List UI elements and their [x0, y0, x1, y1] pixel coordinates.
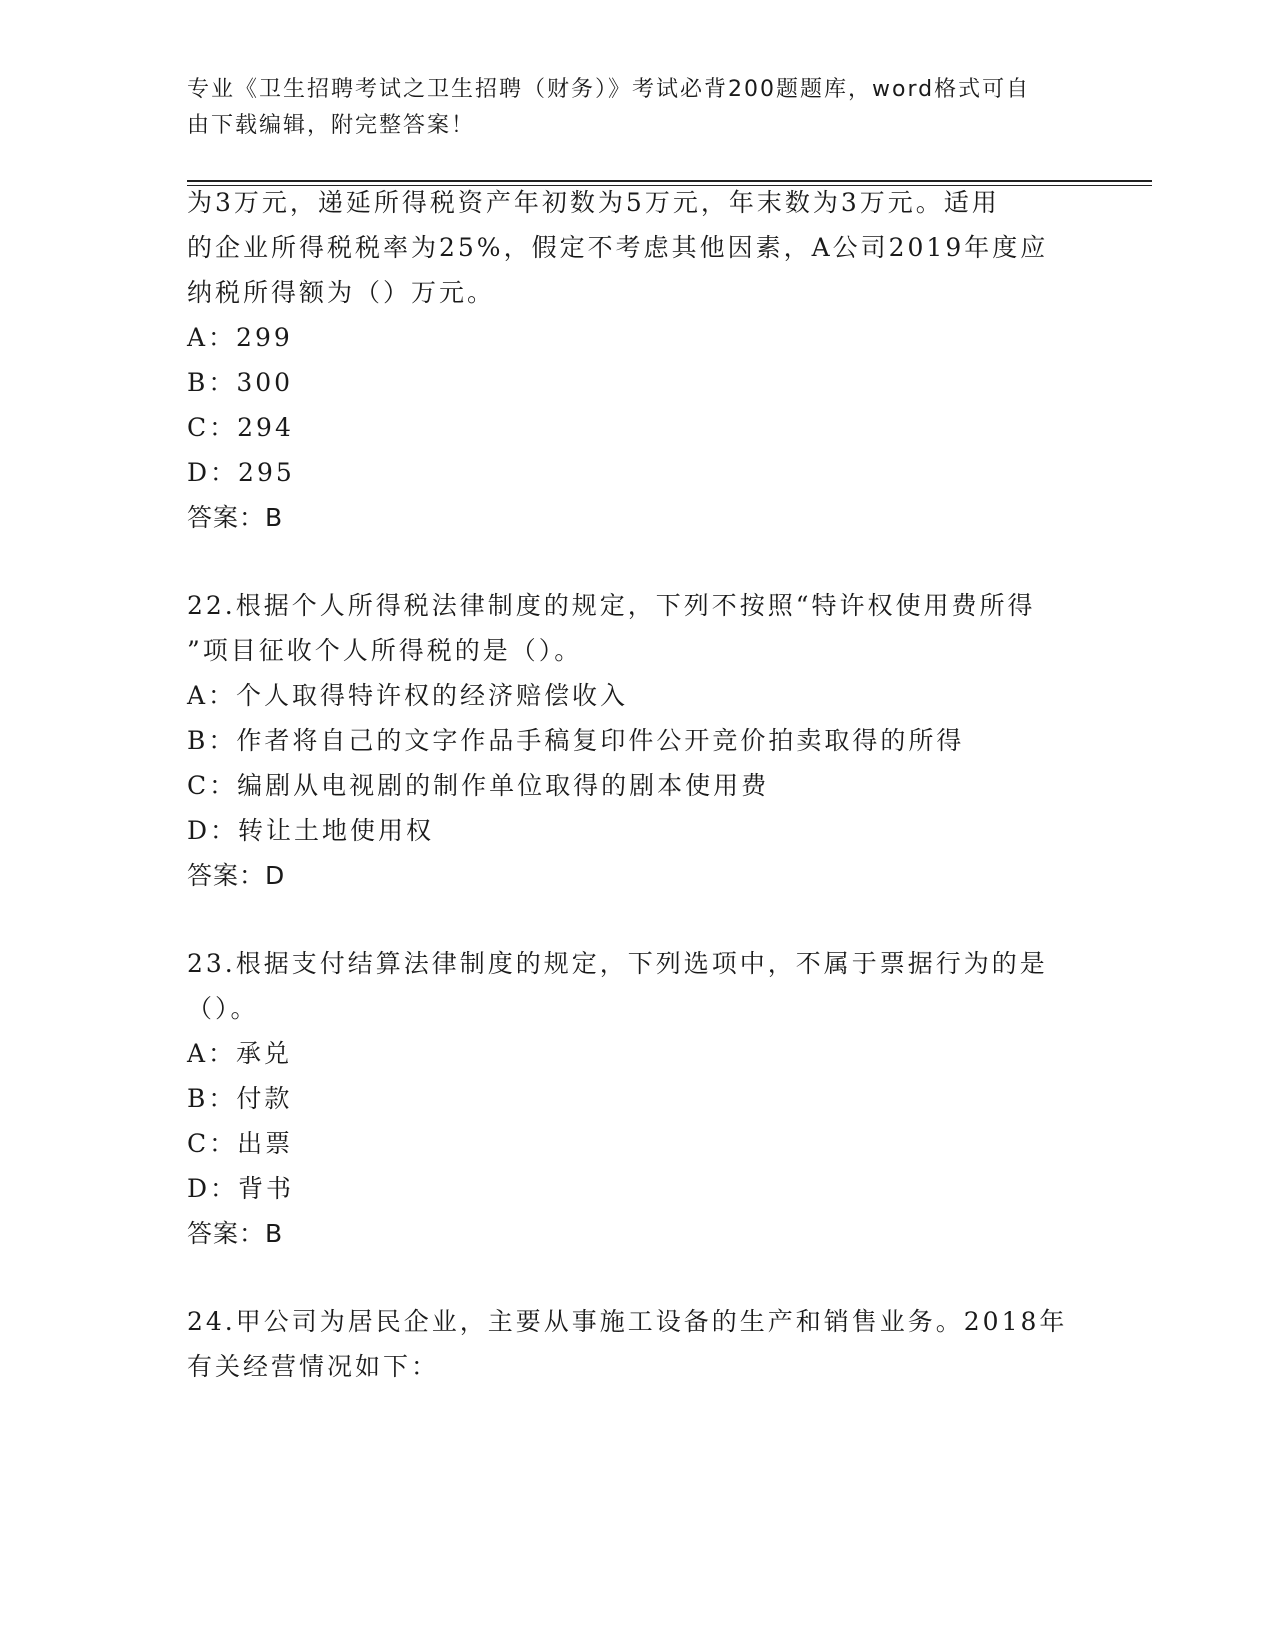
header-line-1: 专业《卫生招聘考试之卫生招聘（财务）》考试必背200题题库，word格式可自	[187, 77, 1031, 102]
question-24	[187, 1299, 1087, 1389]
answer: 答案：B	[187, 1219, 284, 1248]
option-d: D：295	[187, 458, 295, 487]
spacer	[187, 540, 1087, 583]
option-b: B：300	[187, 368, 294, 397]
question-text-line: 24.甲公司为居民企业，主要从事施工设备的生产和销售业务。2018年	[187, 1307, 1068, 1336]
option-b: B：付款	[187, 1084, 293, 1113]
question-list	[187, 180, 1087, 1389]
question-text-line: ”项目征收个人所得税的是（）。	[187, 636, 583, 665]
answer: 答案：D	[187, 861, 286, 890]
question-text-line: 的企业所得税税率为25%，假定不考虑其他因素，A公司2019年度应	[187, 233, 1049, 262]
question-21	[187, 180, 1087, 540]
header-line-2: 由下载编辑，附完整答案！	[187, 113, 476, 138]
spacer	[187, 1256, 1087, 1299]
question-text-line: 有关经营情况如下：	[187, 1352, 440, 1381]
option-c: C：出票	[187, 1129, 294, 1158]
question-text-line: 为3万元，递延所得税资产年初数为5万元，年末数为3万元。适用	[187, 188, 1000, 217]
question-text-line: 22.根据个人所得税法律制度的规定，下列不按照“特许权使用费所得	[187, 591, 1036, 620]
option-b: B：作者将自己的文字作品手稿复印件公开竞价拍卖取得的所得	[187, 726, 965, 755]
option-a: A：个人取得特许权的经济赔偿收入	[187, 681, 629, 710]
option-d: D：转让土地使用权	[187, 816, 435, 845]
question-text-line: 纳税所得额为（）万元。	[187, 278, 496, 307]
option-a: A：299	[187, 323, 293, 352]
option-a: A：承兑	[187, 1039, 293, 1068]
document-header	[187, 72, 1067, 144]
question-text-line: 23.根据支付结算法律制度的规定，下列选项中，不属于票据行为的是	[187, 949, 1048, 978]
option-c: C：编剧从电视剧的制作单位取得的剧本使用费	[187, 771, 770, 800]
option-d: D：背书	[187, 1174, 295, 1203]
option-c: C：294	[187, 413, 294, 442]
answer: 答案：B	[187, 503, 284, 532]
question-23	[187, 941, 1087, 1256]
question-text-line: （）。	[187, 994, 259, 1023]
spacer	[187, 898, 1087, 941]
question-22	[187, 583, 1087, 898]
